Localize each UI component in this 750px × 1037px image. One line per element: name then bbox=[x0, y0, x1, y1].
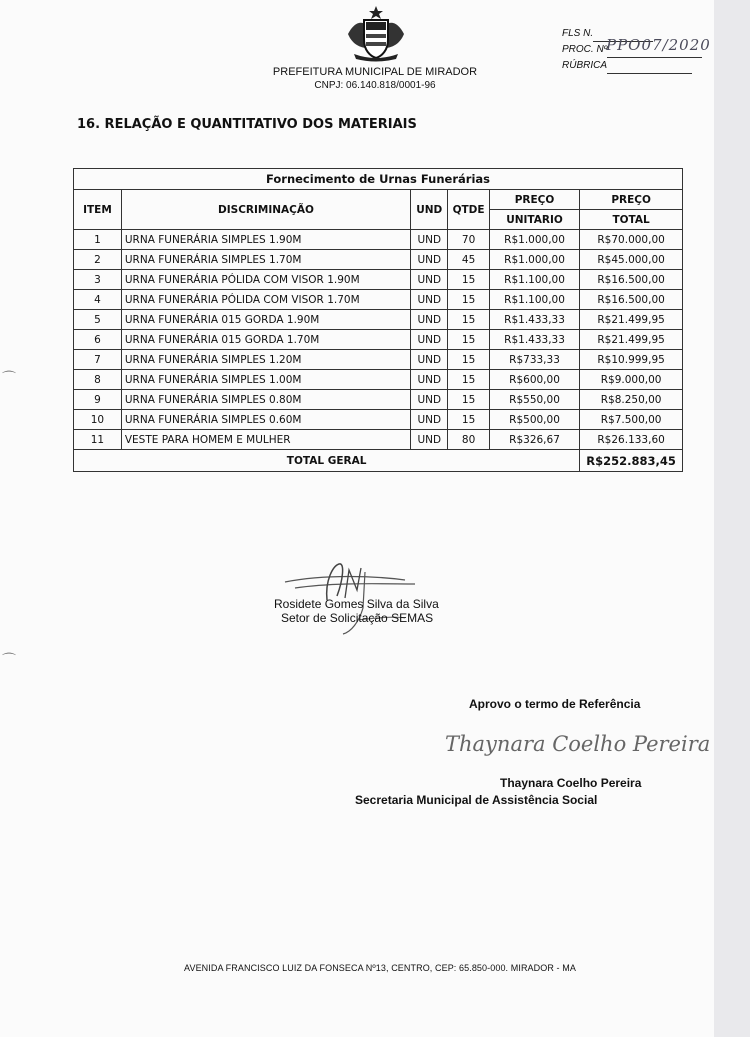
cell-item: 8 bbox=[74, 370, 122, 390]
cell-preco-unitario: R$1.433,33 bbox=[489, 330, 579, 350]
coat-of-arms-icon bbox=[340, 4, 412, 62]
cell-qtde: 80 bbox=[448, 430, 489, 450]
cell-preco-total: R$16.500,00 bbox=[580, 270, 683, 290]
cell-discriminacao: URNA FUNERÁRIA SIMPLES 1.00M bbox=[121, 370, 410, 390]
stamp-fls-label: FLS N. bbox=[562, 28, 594, 39]
cell-preco-total: R$9.000,00 bbox=[580, 370, 683, 390]
cell-preco-total: R$21.499,95 bbox=[580, 330, 683, 350]
cell-discriminacao: URNA FUNERÁRIA 015 GORDA 1.70M bbox=[121, 330, 410, 350]
table-row bbox=[74, 310, 683, 330]
table-caption-row bbox=[74, 169, 683, 190]
cell-discriminacao: URNA FUNERÁRIA PÓLIDA COM VISOR 1.70M bbox=[121, 290, 410, 310]
cell-preco-total: R$26.133,60 bbox=[580, 430, 683, 450]
scan-artifact-mark: ⌒ bbox=[2, 370, 16, 386]
cell-discriminacao: URNA FUNERÁRIA SIMPLES 0.80M bbox=[121, 390, 410, 410]
cell-und: UND bbox=[411, 370, 448, 390]
cell-preco-total: R$7.500,00 bbox=[580, 410, 683, 430]
cell-discriminacao: URNA FUNERÁRIA 015 GORDA 1.90M bbox=[121, 310, 410, 330]
cell-item: 2 bbox=[74, 250, 122, 270]
cell-qtde: 15 bbox=[448, 330, 489, 350]
section-title: 16. RELAÇÃO E QUANTITATIVO DOS MATERIAIS bbox=[77, 117, 417, 132]
cell-preco-unitario: R$1.100,00 bbox=[489, 270, 579, 290]
signer2-role: Secretaria Municipal de Assistência Social bbox=[355, 793, 598, 807]
table-body bbox=[74, 230, 683, 450]
cell-und: UND bbox=[411, 430, 448, 450]
scan-artifact-mark: ⌒ bbox=[2, 652, 16, 668]
header-item: ITEM bbox=[74, 190, 122, 230]
cell-discriminacao: URNA FUNERÁRIA SIMPLES 1.20M bbox=[121, 350, 410, 370]
cell-qtde: 15 bbox=[448, 390, 489, 410]
cell-preco-unitario: R$326,67 bbox=[489, 430, 579, 450]
cell-preco-unitario: R$1.000,00 bbox=[489, 230, 579, 250]
cell-preco-total: R$10.999,95 bbox=[580, 350, 683, 370]
table-row bbox=[74, 230, 683, 250]
cell-preco-unitario: R$600,00 bbox=[489, 370, 579, 390]
cell-qtde: 15 bbox=[448, 370, 489, 390]
stamp-proc-row bbox=[562, 36, 712, 58]
table-header-row bbox=[74, 190, 683, 210]
cell-und: UND bbox=[411, 290, 448, 310]
table-row bbox=[74, 430, 683, 450]
cell-und: UND bbox=[411, 350, 448, 370]
grand-total-label: TOTAL GERAL bbox=[74, 450, 580, 472]
approval-text: Aprovo o termo de Referência bbox=[469, 697, 641, 711]
table-caption: Fornecimento de Urnas Funerárias bbox=[74, 169, 683, 190]
cell-und: UND bbox=[411, 230, 448, 250]
header-preco-unitario-top: PREÇO bbox=[489, 190, 579, 210]
cell-discriminacao: URNA FUNERÁRIA SIMPLES 0.60M bbox=[121, 410, 410, 430]
cell-discriminacao: VESTE PARA HOMEM E MULHER bbox=[121, 430, 410, 450]
cell-preco-total: R$45.000,00 bbox=[580, 250, 683, 270]
header-und: UND bbox=[411, 190, 448, 230]
cell-und: UND bbox=[411, 270, 448, 290]
cell-item: 11 bbox=[74, 430, 122, 450]
cell-item: 9 bbox=[74, 390, 122, 410]
institution-cnpj: CNPJ: 06.140.818/0001-96 bbox=[314, 80, 436, 91]
cell-und: UND bbox=[411, 330, 448, 350]
cell-und: UND bbox=[411, 390, 448, 410]
cell-und: UND bbox=[411, 310, 448, 330]
signer2-name: Thaynara Coelho Pereira bbox=[500, 776, 642, 790]
cell-item: 7 bbox=[74, 350, 122, 370]
footer-address: AVENIDA FRANCISCO LUIZ DA FONSECA Nº13, CENTRO, CEP: 65.850-000. MIRADOR - MA bbox=[184, 963, 576, 973]
header-unitario: UNITARIO bbox=[489, 210, 579, 230]
cell-qtde: 45 bbox=[448, 250, 489, 270]
stamp-proc-value: PPO07/2020 bbox=[606, 36, 711, 54]
table-row bbox=[74, 370, 683, 390]
cell-und: UND bbox=[411, 250, 448, 270]
cell-item: 3 bbox=[74, 270, 122, 290]
stamp-rubrica-label: RÚBRICA bbox=[562, 60, 608, 71]
header-total: TOTAL bbox=[580, 210, 683, 230]
institution-name: PREFEITURA MUNICIPAL DE MIRADOR bbox=[272, 66, 478, 78]
cell-discriminacao: URNA FUNERÁRIA SIMPLES 1.90M bbox=[121, 230, 410, 250]
table-row bbox=[74, 410, 683, 430]
header-preco-total-top: PREÇO bbox=[580, 190, 683, 210]
cell-item: 1 bbox=[74, 230, 122, 250]
header-qtde: QTDE bbox=[448, 190, 489, 230]
table-row bbox=[74, 350, 683, 370]
cell-qtde: 15 bbox=[448, 310, 489, 330]
cell-preco-total: R$16.500,00 bbox=[580, 290, 683, 310]
materials-table bbox=[73, 168, 683, 472]
cell-preco-total: R$21.499,95 bbox=[580, 310, 683, 330]
stamp-proc-label: PROC. Nº bbox=[562, 44, 608, 55]
signer1-role: Setor de Solicitação SEMAS bbox=[281, 611, 434, 625]
cell-qtde: 15 bbox=[448, 350, 489, 370]
table-row bbox=[74, 330, 683, 350]
stamp-rubrica-row bbox=[562, 58, 712, 74]
cell-item: 6 bbox=[74, 330, 122, 350]
header-discriminacao: DISCRIMINAÇÃO bbox=[121, 190, 410, 230]
table-row bbox=[74, 270, 683, 290]
cell-item: 4 bbox=[74, 290, 122, 310]
grand-total-value: R$252.883,45 bbox=[580, 450, 683, 472]
cell-discriminacao: URNA FUNERÁRIA PÓLIDA COM VISOR 1.90M bbox=[121, 270, 410, 290]
cell-preco-unitario: R$1.100,00 bbox=[489, 290, 579, 310]
cell-preco-unitario: R$1.433,33 bbox=[489, 310, 579, 330]
cell-qtde: 15 bbox=[448, 290, 489, 310]
cell-preco-unitario: R$550,00 bbox=[489, 390, 579, 410]
cell-preco-total: R$70.000,00 bbox=[580, 230, 683, 250]
cell-item: 10 bbox=[74, 410, 122, 430]
cell-preco-unitario: R$500,00 bbox=[489, 410, 579, 430]
stamp-rubrica-line bbox=[607, 73, 692, 74]
protocol-stamp bbox=[562, 26, 712, 96]
table-row bbox=[74, 250, 683, 270]
cell-qtde: 15 bbox=[448, 410, 489, 430]
table-row bbox=[74, 290, 683, 310]
grand-total-row bbox=[74, 450, 683, 472]
table-row bbox=[74, 390, 683, 410]
cell-preco-unitario: R$1.000,00 bbox=[489, 250, 579, 270]
cell-preco-total: R$8.250,00 bbox=[580, 390, 683, 410]
signature-scribble-2: Thaynara Coelho Pereira bbox=[445, 732, 711, 756]
cell-preco-unitario: R$733,33 bbox=[489, 350, 579, 370]
cell-item: 5 bbox=[74, 310, 122, 330]
cell-discriminacao: URNA FUNERÁRIA SIMPLES 1.70M bbox=[121, 250, 410, 270]
cell-und: UND bbox=[411, 410, 448, 430]
signer1-name: Rosidete Gomes Silva da Silva bbox=[274, 597, 439, 611]
cell-qtde: 70 bbox=[448, 230, 489, 250]
cell-qtde: 15 bbox=[448, 270, 489, 290]
